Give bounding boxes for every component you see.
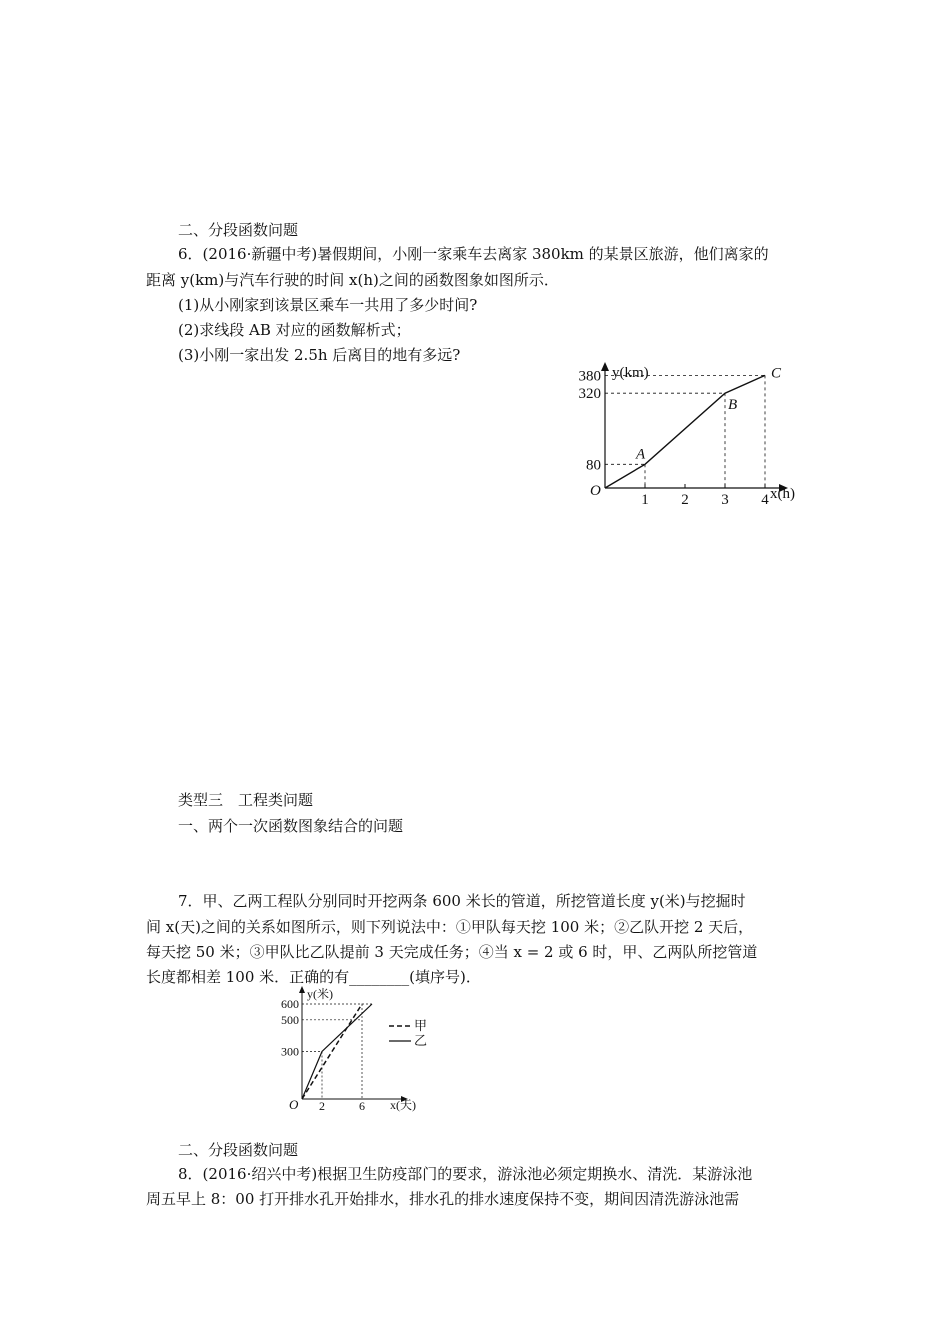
graph-1-x-tick-4: 4: [761, 492, 769, 508]
section-heading-1: 二、分段函数问题: [178, 221, 299, 239]
graph-2-y-tick-500: 500: [281, 1012, 299, 1027]
problem-7-line-2: 间 x(天)之间的关系如图所示，则下列说法中：①甲队每天挖 100 米；②乙队开挖 2 天后，: [146, 918, 754, 936]
graph-1-point-C: C: [771, 365, 782, 382]
graph-2-x-tick-6: 6: [359, 1099, 365, 1113]
graph-1-origin-label: O: [590, 483, 601, 499]
problem-7-line-4: 长度都相差 100 米．正确的有________(填序号)．: [146, 968, 481, 986]
graph-1-axes: [601, 362, 788, 492]
problem-6-line-2: 距离 y(km)与汽车行驶的时间 x(h)之间的函数图象如图所示．: [146, 271, 559, 289]
graph-2-y-tick-300: 300: [281, 1044, 299, 1059]
graph-1: [570, 358, 820, 508]
graph-2-y-axis-label: y(米): [307, 987, 333, 1001]
problem-8-line-2: 周五早上 8：00 打开排水孔开始排水，排水孔的排水速度保持不变，期间因清洗游泳池需: [146, 1190, 740, 1208]
graph-1-y-axis-label: y(km): [612, 365, 649, 381]
graph-1-point-B: B: [728, 397, 738, 414]
problem-6-question-3: (3)小刚一家出发 2.5h 后离目的地有多远?: [178, 346, 461, 364]
graph-2-guides: [302, 1004, 372, 1099]
problem-6-question-1: (1)从小刚家到该景区乘车一共用了多少时间?: [178, 296, 478, 314]
graph-2-legend: [389, 1018, 427, 1048]
graph-1-y-tick-80: 80: [586, 457, 601, 474]
graph-1-point-A: A: [636, 446, 646, 463]
graph-1-y-tick-320: 320: [578, 386, 601, 403]
sub-heading-combined-linear: 一、两个一次函数图象结合的问题: [178, 817, 404, 835]
graph-1-x-tick-3: 3: [721, 492, 729, 508]
problem-7-line-3: 每天挖 50 米；③甲队比乙队提前 3 天完成任务；④当 x = 2 或 6 时，甲、乙两队所挖管道: [146, 943, 758, 961]
section-heading-3: 二、分段函数问题: [178, 1141, 299, 1159]
problem-6-line-1: 6．(2016·新疆中考)暑假期间，小刚一家乘车去离家 380km 的某景区旅游，他们离家的: [178, 245, 769, 263]
graph-2-y-tick-600: 600: [281, 997, 299, 1011]
graph-2: [265, 983, 455, 1115]
graph-1-y-tick-380: 380: [578, 368, 601, 385]
graph-2-x-axis-label: x(天): [390, 1098, 416, 1112]
problem-8-line-1: 8．(2016·绍兴中考)根据卫生防疫部门的要求，游泳池必须定期换水、清洗．某游泳池: [178, 1165, 753, 1183]
problem-6-question-2: (2)求线段 AB 对应的函数解析式；: [178, 321, 411, 339]
type-three-heading: 类型三 工程类问题: [178, 791, 314, 809]
graph-2-x-tick-2: 2: [319, 1099, 325, 1113]
graph-2-y-arrow: [299, 986, 305, 993]
graph-2-series-yi: [302, 1004, 372, 1099]
legend-jia-label: 甲: [414, 1018, 428, 1033]
legend-yi-label: 乙: [414, 1033, 428, 1048]
graph-2-origin-label: O: [289, 1097, 299, 1112]
graph-1-series-line: [605, 375, 765, 488]
problem-7-line-1: 7．甲、乙两工程队分别同时开挖两条 600 米长的管道，所挖管道长度 y(米)与挖掘时: [178, 892, 746, 910]
graph-2-axes: [299, 986, 408, 1102]
graph-1-y-arrow: [601, 362, 609, 371]
graph-1-x-tick-2: 2: [681, 492, 689, 508]
graph-1-guides: [605, 375, 765, 488]
graph-1-x-axis-label: x(h): [770, 486, 795, 502]
graph-1-x-tick-1: 1: [641, 492, 649, 508]
